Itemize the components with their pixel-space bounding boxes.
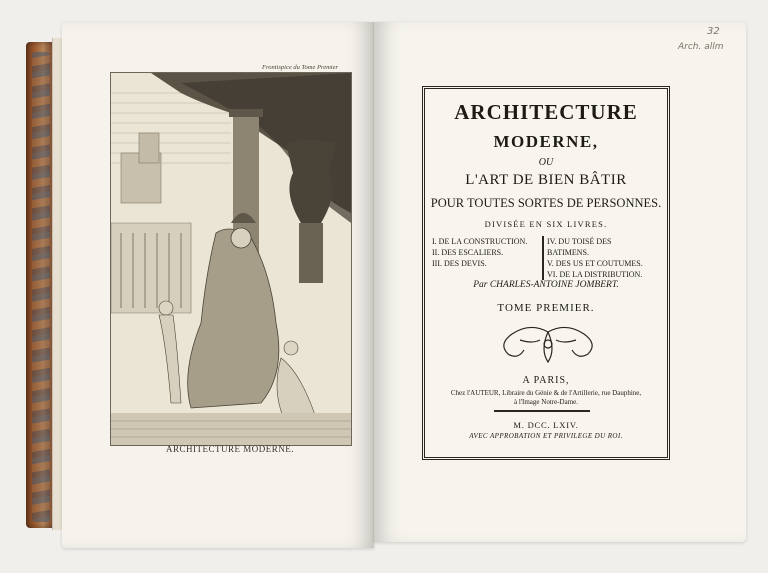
imprint-line1: Chez l'AUTEUR, Libraire du Génie & de l'Artillerie, rue Dauphine, (450, 389, 642, 397)
book-entry: I. DE LA CONSTRUCTION. (432, 237, 528, 246)
plate-tag: Frontispice du Tome Premier (262, 64, 339, 71)
pencil-note: Arch. allm (678, 42, 724, 52)
double-rule (494, 410, 590, 412)
books-column-left (432, 236, 527, 269)
pencil-number: 32 (707, 26, 720, 37)
place-line: A PARIS, (522, 375, 570, 386)
ornament-vignette (490, 322, 606, 366)
title-conjunction: OU (538, 157, 554, 168)
author-line: Par CHARLES-ANTOINE JOMBERT. (473, 280, 619, 290)
imprint-block (422, 389, 670, 407)
subtitle-line1: L'ART DE BIEN BÂTIR (465, 172, 627, 188)
book-title-line2: MODERNE, (493, 132, 599, 151)
subtitle-line2: POUR TOUTES SORTES DE PERSONNES. (430, 196, 662, 210)
book-entry: VI. DE LA DISTRIBUTION. (547, 270, 643, 279)
book-entry: V. DES US ET COUTUMES. (547, 259, 643, 268)
engraving-illustration (111, 73, 351, 445)
privilege-line: AVEC APPROBATION ET PRIVILEGE DU ROI. (469, 432, 623, 440)
books-column-right (542, 236, 654, 280)
book-title: ARCHITECTURE (454, 100, 638, 124)
book-entry: II. DES ESCALIERS. (432, 248, 504, 257)
books-list (432, 236, 654, 279)
book-entry: III. DES DEVIS. (432, 259, 487, 268)
volume-label: TOME PREMIER. (497, 302, 595, 314)
plate-caption: ARCHITECTURE MODERNE. (166, 444, 294, 454)
year-line: M. DCC. LXIV. (513, 420, 579, 430)
book-entry: IV. DU TOISÉ DES BATIMENS. (547, 237, 612, 257)
frontispiece-engraving (110, 72, 352, 446)
division-note: DIVISÉE EN SIX LIVRES. (484, 219, 608, 229)
imprint-line2: à l'Image Notre-Dame. (513, 398, 579, 406)
